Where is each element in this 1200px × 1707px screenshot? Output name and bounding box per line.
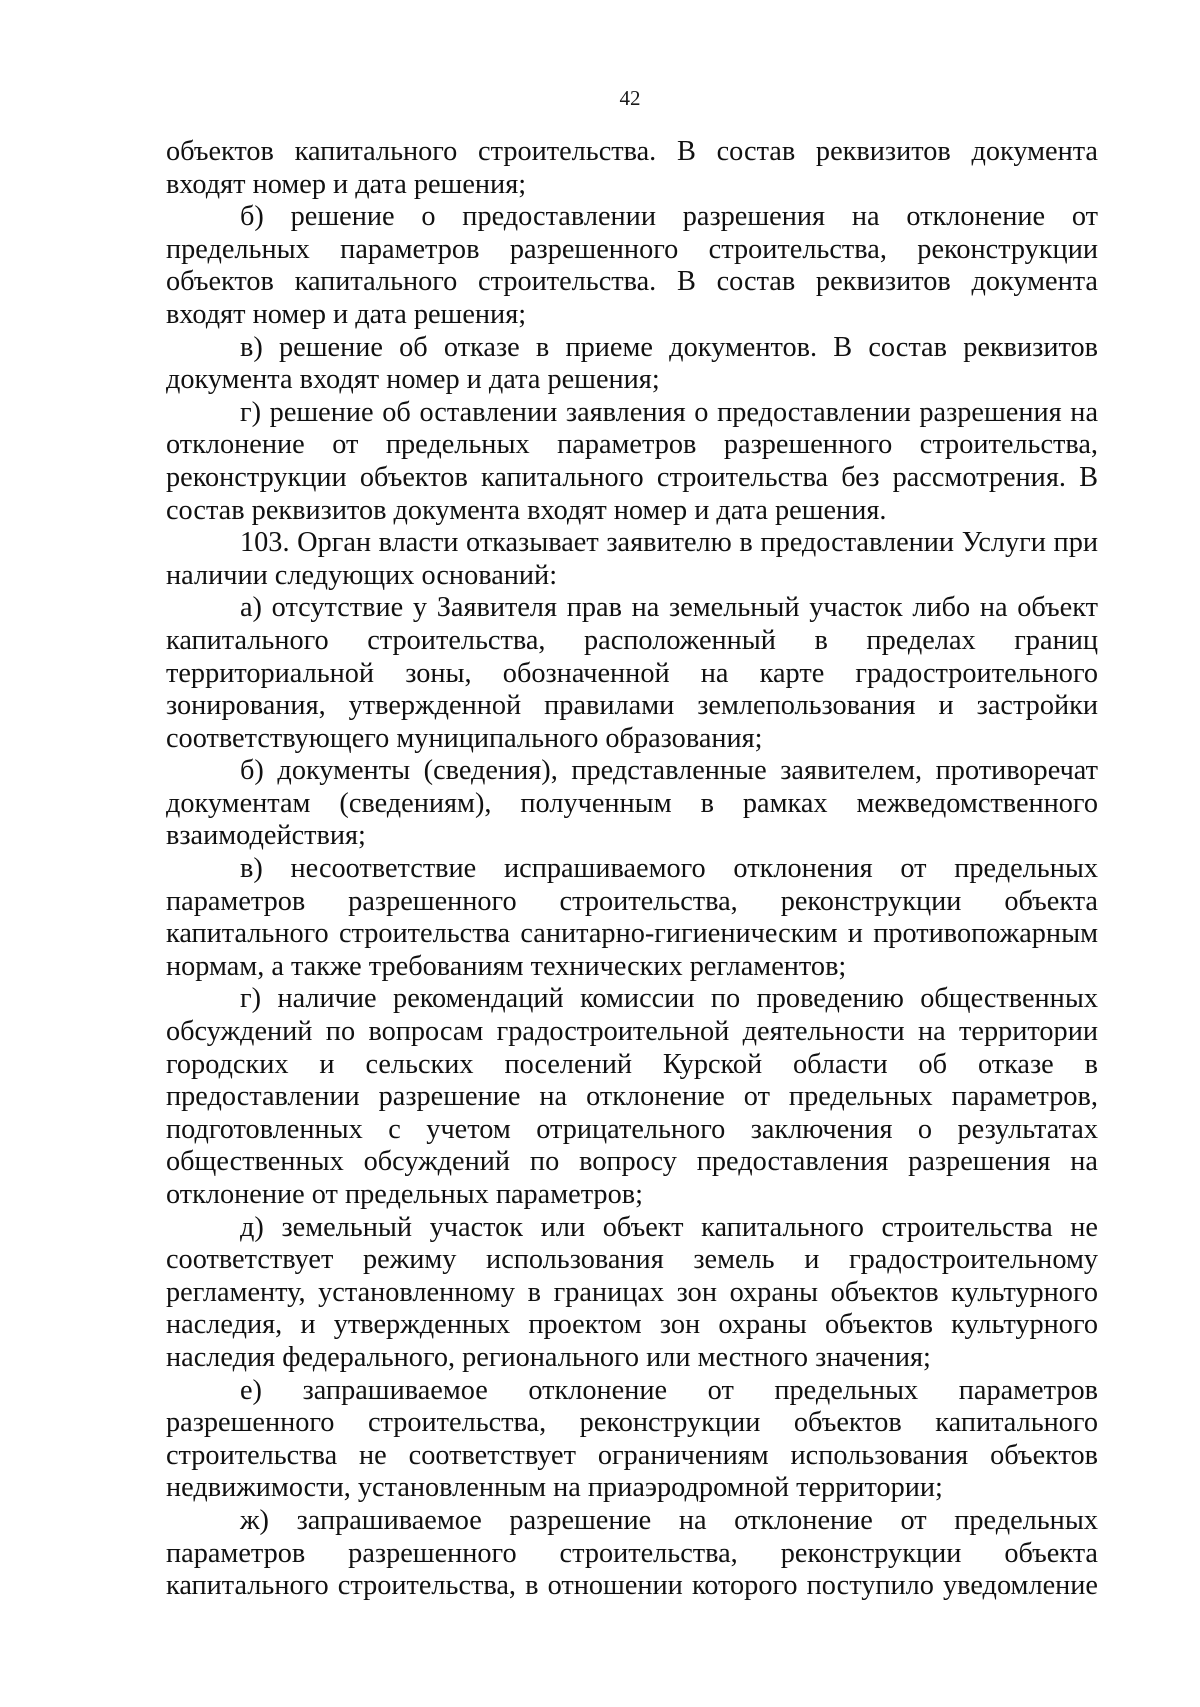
paragraph-clause-103: 103. Орган власти отказывает заявителю в предоставлении Услуги при наличии следующих оснований: (166, 527, 1098, 591)
paragraph-item-b: б) решение о предоставлении разрешения на отклонение от предельных параметров разрешенного строительства, реконструкции объектов капитального строительства. В состав реквизитов документа входят номер и дата решения; (166, 201, 1098, 330)
paragraph-ground-zh: ж) запрашиваемое разрешение на отклонение от предельных параметров разрешенного строительства, реконструкции объекта капитального строительства, в отношении которого поступило уведомление (166, 1504, 1098, 1602)
paragraph-ground-a: а) отсутствие у Заявителя прав на земельный участок либо на объект капитального строительства, расположенный в пределах границ территориальной зоны, обозначенной на карте градостроительного зонирования, утвержденной правилами землепользования и застройки соответствующего муниципального образования; (166, 592, 1098, 754)
paragraph-continuation: объектов капитального строительства. В состав реквизитов документа входят номер и дата решения; (166, 136, 1098, 200)
paragraph-ground-d: д) земельный участок или объект капитального строительства не соответствует режиму использования земель и градостроительному регламенту, установленному в границах зон охраны объектов культурного наследия, и утвержденных проектом зон охраны объектов культурного наследия федерального, регионального или местного значения; (166, 1211, 1098, 1373)
paragraph-ground-e: е) запрашиваемое отклонение от предельных параметров разрешенного строительства, реконструкции объектов капитального строительства не соответствует ограничениям использования объектов недвижимости, установленным на приаэродромной территории; (166, 1374, 1098, 1504)
document-body (166, 136, 1098, 1603)
paragraph-ground-v: в) несоответствие испрашиваемого отклонения от предельных параметров разрешенного строительства, реконструкции объекта капитального строительства санитарно-гигиеническим и противопожарным нормам, а также требованиям технических регламентов; (166, 853, 1098, 982)
paragraph-item-g: г) решение об оставлении заявления о предоставлении разрешения на отклонение от предельных параметров разрешенного строительства, реконструкции объектов капитального строительства без рассмотрения. В состав реквизитов документа входят номер и дата решения. (166, 396, 1098, 526)
paragraph-item-v: в) решение об отказе в приеме документов. В состав реквизитов документа входят номер и дата решения; (166, 331, 1098, 396)
paragraph-ground-g: г) наличие рекомендаций комиссии по проведению общественных обсуждений по вопросам градостроительной деятельности на территории городских и сельских поселений Курской области об отказе в предоставлении разрешение на отклонение от предельных параметров, подготовленных с учетом отрицательного заключения о результатах общественных обсуждений по вопросу предоставления разрешения на отклонение от предельных параметров; (166, 983, 1098, 1210)
paragraph-ground-b: б) документы (сведения), представленные заявителем, противоречат документам (сведениям), полученным в рамках межведомственного взаимодействия; (166, 755, 1098, 852)
page-number: 42 (619, 86, 641, 110)
